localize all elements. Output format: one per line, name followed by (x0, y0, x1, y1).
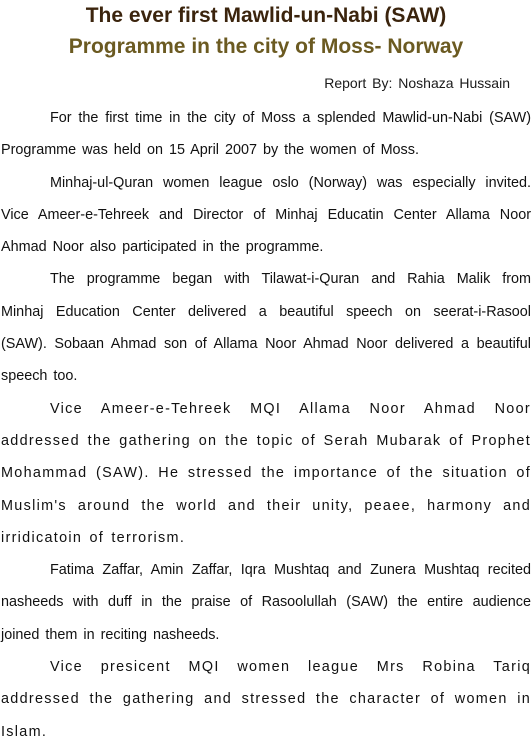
article-paragraph-1: For the first time in the city of Moss a splended Mawlid-un-Nabi (SAW) Programme was held on 15 April 2007 by the women of Moss. (1, 110, 531, 159)
article-paragraph-3: The programme began with Tilawat-i-Quran and Rahia Malik from Minhaj Education Center delivered a beautiful speech on seerat-i-Rasool (SAW). Sobaan Ahmad son of Allama Noor Ahmad Noor delivered a beautiful speech too. (1, 271, 531, 385)
article-paragraph-6: Vice presicent MQI women league Mrs Robina Tariq addressed the gathering and stressed the character of women in Islam. (1, 659, 531, 740)
article-paragraph-5: Fatima Zaffar, Amin Zaffar, Iqra Mushtaq and Zunera Mushtaq recited nasheeds with duff in the praise of Rasoolullah (SAW) the entire audience joined them in reciting nasheeds. (1, 562, 531, 643)
article-title-line-2: Programme in the city of Moss- Norway (68, 35, 464, 58)
article-paragraph-4: Vice Ameer-e-Tehreek MQI Allama Noor Ahmad Noor addressed the gathering on the topic of Serah Mubarak of Prophet Mohammad (SAW). He stressed the importance of the situation of Muslim's around the world and their unity, peaee, harmony and irridicatoin of terrorism. (1, 400, 531, 546)
article-paragraph-2: Minhaj-ul-Quran women league oslo (Norway) was especially invited. Vice Ameer-e-Tehreek and Director of Minhaj Educatin Center Allama Noor Ahmad Noor also participated in the programme. (1, 174, 531, 256)
article-title-line-1: The ever first Mawlid-un-Nabi (SAW) (85, 4, 447, 27)
article-body (1, 102, 531, 748)
article-byline: Report By: Noshaza Hussain (324, 75, 510, 91)
